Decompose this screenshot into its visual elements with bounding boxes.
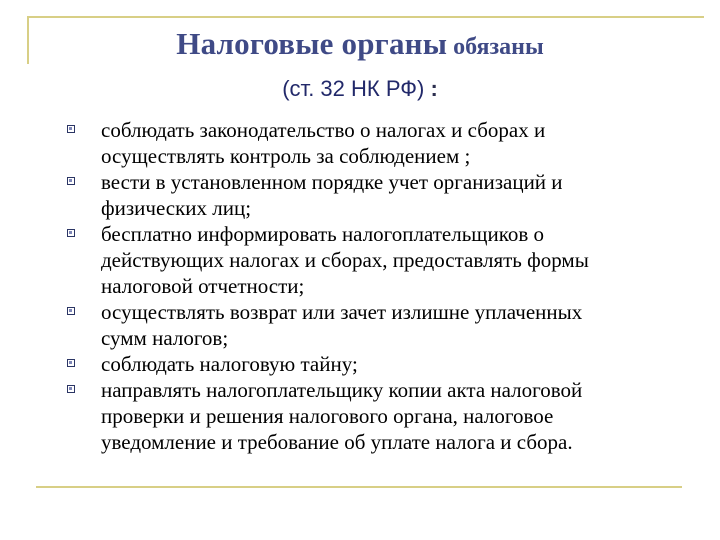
list-item-text: соблюдать законодательство о налогах и сборах и осуществлять контроль за соблюдением ; xyxy=(101,118,546,168)
slide-subtitle xyxy=(0,76,720,102)
frame-top-line xyxy=(28,16,704,18)
list-item xyxy=(67,117,707,169)
duties-list xyxy=(67,117,707,455)
frame-bottom-line xyxy=(36,486,682,488)
square-bullet-icon xyxy=(67,385,75,393)
slide-title-main: Налоговые органы xyxy=(176,26,448,61)
slide-title xyxy=(0,26,720,62)
square-bullet-icon xyxy=(67,125,75,133)
list-item-text: направлять налогоплательщику копии акта налоговой проверки и решения налогового органа, налоговое уведомление и требование об уплате налога и сбора. xyxy=(101,378,583,454)
square-bullet-icon xyxy=(67,359,75,367)
list-item xyxy=(67,299,707,351)
square-bullet-icon xyxy=(67,229,75,237)
subtitle-text: (ст. 32 НК РФ) xyxy=(282,76,425,101)
list-item xyxy=(67,351,707,377)
list-item xyxy=(67,377,707,455)
square-bullet-icon xyxy=(67,307,75,315)
list-item xyxy=(67,221,707,299)
subtitle-colon: : xyxy=(430,76,438,101)
slide-title-tail: обязаны xyxy=(453,34,544,60)
square-bullet-icon xyxy=(67,177,75,185)
list-item-text: соблюдать налоговую тайну; xyxy=(101,352,358,376)
list-item xyxy=(67,169,707,221)
list-item-text: вести в установленном порядке учет организаций и физических лиц; xyxy=(101,170,563,220)
list-item-text: осуществлять возврат или зачет излишне уплаченных сумм налогов; xyxy=(101,300,583,350)
list-item-text: бесплатно информировать налогоплательщиков о действующих налогах и сборах, предоставлять формы налоговой отчетности; xyxy=(101,222,589,298)
